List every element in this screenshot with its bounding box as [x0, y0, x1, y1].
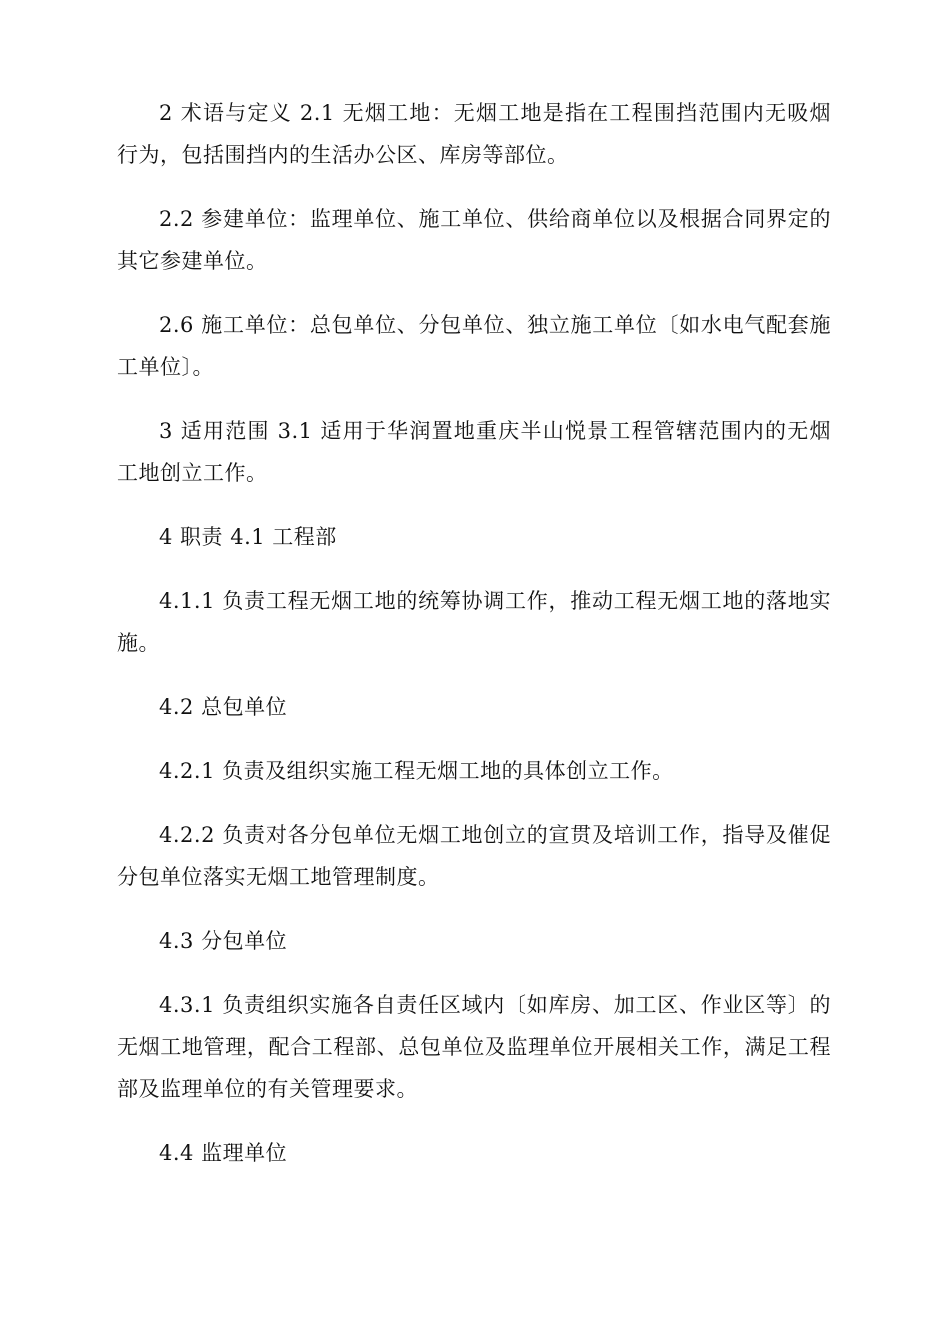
paragraph-terms-definitions: 2 术语与定义 2.1 无烟工地：无烟工地是指在工程围挡范围内无吸烟行为，包括围挡内的生活办公区、库房等部位。: [117, 101, 831, 167]
paragraph-general-contractor-duty-1: 4.2.1 负责及组织实施工程无烟工地的具体创立工作。: [159, 759, 674, 783]
document-body: [117, 92, 831, 1196]
paragraph-supervision-heading: 4.4 监理单位: [159, 1141, 288, 1165]
paragraph-scope: 3 适用范围 3.1 适用于华润置地重庆半山悦景工程管辖范围内的无烟工地创立工作。: [117, 419, 831, 485]
paragraph-general-contractor-duty-2: 4.2.2 负责对各分包单位无烟工地创立的宣贯及培训工作，指导及催促分包单位落实无烟工地管理制度。: [117, 823, 831, 889]
paragraph-participating-units: 2.2 参建单位：监理单位、施工单位、供给商单位以及根据合同界定的其它参建单位。: [117, 207, 831, 273]
paragraph-general-contractor-heading: 4.2 总包单位: [159, 695, 288, 719]
paragraph-responsibilities-heading: 4 职责 4.1 工程部: [159, 525, 337, 549]
paragraph-subcontractor-duty: 4.3.1 负责组织实施各自责任区域内〔如库房、加工区、作业区等〕的无烟工地管理，配合工程部、总包单位及监理单位开展相关工作，满足工程部及监理单位的有关管理要求。: [117, 993, 831, 1101]
paragraph-engineering-dept-duty: 4.1.1 负责工程无烟工地的统筹协调工作，推动工程无烟工地的落地实施。: [117, 589, 831, 655]
paragraph-subcontractor-heading: 4.3 分包单位: [159, 929, 288, 953]
paragraph-construction-units: 2.6 施工单位：总包单位、分包单位、独立施工单位〔如水电气配套施工单位〕。: [117, 313, 831, 379]
